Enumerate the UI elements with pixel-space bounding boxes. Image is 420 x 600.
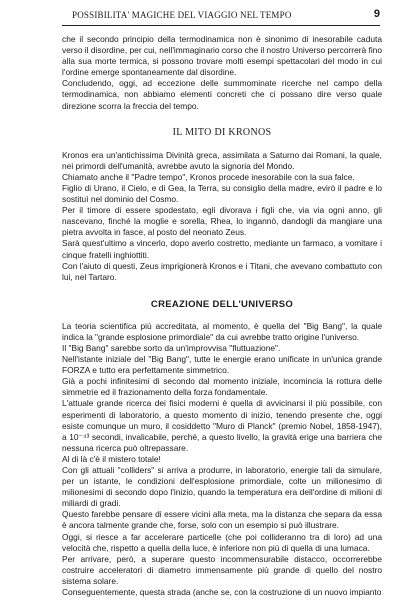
paragraph: Già a pochi infinitesimi di secondo dal momento iniziale, incomincia la rottura delle simmetrie ed il frazionamento della forza fondamentale. bbox=[62, 376, 382, 398]
paragraph: Per il timore di essere spodestato, egli divorava i figli che, via via ogni anno, gli nascevano, finché la moglie e sorella, Rhea, lo ingannò, dandogli da mangiare una pietra avvolta in fasce, al posto del neonato Zeus. bbox=[62, 205, 382, 238]
paragraph: Il "Big Bang" sarebbe sorto da un'improvvisa "fluttuazione". bbox=[62, 342, 281, 353]
paragraph: Con gli attuali "colliders" si arriva a produrre, in laboratorio, energie tali da simulare, per un istante, le condizioni dell'esplosione primordiale, colte un milionesimo di milionesimi di secondo dopo l'inizio, quando la temperatura era dell'ordine di milioni di miliardi di gradi. bbox=[62, 465, 382, 509]
paragraph: Nell'istante iniziale del "Big Bang", tutte le energie erano unificate in un'unica grande FORZA e tutto era perfettamente simmetrico. bbox=[62, 354, 382, 376]
section-heading-creazione: CREAZIONE DELL'UNIVERSO bbox=[150, 298, 294, 310]
paragraph: Sarà quest'ultimo a vincerlo, dopo averlo costretto, mediante un farmaco, a vomitare i cinque fratelli inghiottiti. bbox=[62, 238, 382, 260]
paragraph: Chiamato anche il "Padre tempo", Kronos procede inesorabile con la sua falce. bbox=[62, 171, 355, 182]
section-heading-kronos: IL MITO DI KRONOS bbox=[172, 126, 272, 138]
paragraph: Kronos era un'antichissima Divinità greca, assimilata a Saturno dai Romani, la quale, nei primordi dell'umanità, avrebbe avuto la signoria del Mondo. bbox=[62, 149, 382, 171]
paragraph: Oggi, si riesce a far accelerare particelle (che poi collideranno tra di loro) ad una velocità che, rispetto a quella della luce, è inferiore non più di quella di una lumaca. bbox=[62, 531, 382, 553]
paragraph: Per arrivare, però, a superare questo incommensurabile distacco, occorrerebbe costruire acceleratori di diametro immensamente più grande di quello del nostro sistema solare. bbox=[62, 553, 382, 586]
paragraph: Figlio di Urano, il Cielo, e di Gea, la Terra, su consiglio della madre, evirò il padre e lo sostituì nel dominio del Cosmo. bbox=[62, 182, 382, 205]
running-title: POSSIBILITA' MAGICHE DEL VIAGGIO NEL TEMPO bbox=[72, 10, 292, 20]
paragraph: Conseguentemente, questa strada (anche se, con la costruzione di un nuovo impianto bbox=[62, 587, 382, 598]
paragraph: L'attuale grande ricerca dei fisici moderni è quella di avvicinarsi il più possibile, con esperimenti di laboratorio, a questo momento di inizio, tenendo presente che, oggi esiste comunque un muro, il cosiddetto "Muro di Planck" (premio Nobel, 1858-1947), a 10⁻⁴³ secondi, invalicabile, perché, a questo livello, la gravità erige una barriera che nessuna ricerca può oltrepassare. bbox=[62, 398, 382, 453]
paragraph: La teoria scientifica più accreditata, al momento, è quella del "Big Bang", la quale indica la "grande esplosione primordiale" da cui avrebbe tratto origine l'universo. bbox=[62, 320, 382, 342]
page-number: 9 bbox=[373, 8, 380, 20]
body-text bbox=[62, 34, 382, 598]
paragraph: Questo farebbe pensare di essere vicini alla meta, ma la distanza che separa da essa è ancora talmente grande che, forse, solo con un esempio si può illustrare. bbox=[62, 509, 382, 531]
paragraph: che il secondo principio della termodinamica non è sinonimo di inesorabile caduta verso il disordine, per cui, nell'immaginario corso che il nostro Universo percorrerà fino alla sua morte termica, si possono trovare molti esempi spettacolari del modo in cui l'ordine emerge spontaneamente dal disordine. bbox=[62, 34, 382, 78]
paragraph: Concludendo, oggi, ad eccezione delle summominate ricerche nel campo della termodinamica, non abbiamo elementi concreti che ci possano dire verso quale direzione scorra la freccia del tempo. bbox=[62, 78, 382, 111]
paragraph: Al di là c'è il mistero totale! bbox=[62, 453, 161, 464]
paragraph: Con l'aiuto di questi, Zeus imprigionerà Kronos e i Titani, che avevano combattuto con lui, nel Tartaro. bbox=[62, 260, 382, 282]
page-header bbox=[62, 9, 380, 26]
